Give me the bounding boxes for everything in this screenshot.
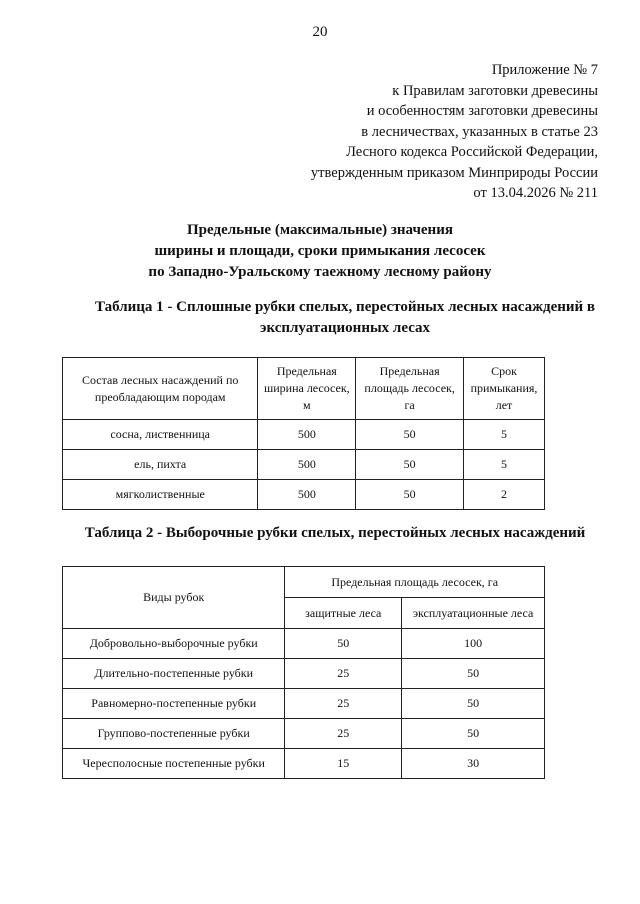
cell-composition: мягколиственные bbox=[63, 480, 258, 510]
cell-exploitation: 30 bbox=[402, 749, 545, 779]
caption-line: Таблица 1 - Сплошные рубки спелых, перестойных лесных насаждений в bbox=[94, 299, 596, 315]
table-row bbox=[63, 480, 545, 510]
cell-protective: 15 bbox=[285, 749, 402, 779]
clear-cut-table bbox=[62, 357, 545, 510]
appendix-line: к Правилам заготовки древесины bbox=[392, 82, 598, 99]
title-line: ширины и площади, сроки примыкания лесосек bbox=[154, 243, 486, 259]
table-row bbox=[63, 420, 545, 450]
document-title bbox=[0, 220, 640, 283]
cell-exploitation: 50 bbox=[402, 659, 545, 689]
header-width: Предельная ширина лесосек, м bbox=[258, 358, 356, 420]
title-line: по Западно-Уральскому таежному лесному району bbox=[148, 264, 492, 280]
table2-caption: Таблица 2 - Выборочные рубки спелых, перестойных лесных насаждений bbox=[84, 525, 586, 541]
cell-protective: 25 bbox=[285, 719, 402, 749]
table-row bbox=[63, 659, 545, 689]
appendix-line: Лесного кодекса Российской Федерации, bbox=[346, 144, 598, 160]
cell-exploitation: 100 bbox=[402, 629, 545, 659]
cell-composition: сосна, лиственница bbox=[63, 420, 258, 450]
appendix-line: и особенностям заготовки древесины bbox=[366, 103, 598, 119]
page-number: 20 bbox=[312, 24, 328, 40]
cell-cut-type: Чересполосные постепенные рубки bbox=[63, 749, 285, 779]
header-protective-forests: защитные леса bbox=[285, 598, 402, 629]
cell-width: 500 bbox=[258, 420, 356, 450]
cell-area: 50 bbox=[356, 420, 464, 450]
table-row bbox=[63, 629, 545, 659]
cell-width: 500 bbox=[258, 480, 356, 510]
selective-cut-table bbox=[62, 566, 545, 779]
cell-cut-type: Равномерно-постепенные рубки bbox=[63, 689, 285, 719]
cell-protective: 50 bbox=[285, 629, 402, 659]
cell-area: 50 bbox=[356, 450, 464, 480]
table-row bbox=[63, 749, 545, 779]
cell-cut-type: Добровольно-выборочные рубки bbox=[63, 629, 285, 659]
cell-adjacency: 2 bbox=[464, 480, 545, 510]
appendix-line: в лесничествах, указанных в статье 23 bbox=[361, 123, 598, 140]
cell-protective: 25 bbox=[285, 659, 402, 689]
cell-protective: 25 bbox=[285, 689, 402, 719]
cell-area: 50 bbox=[356, 480, 464, 510]
header-area: Предельная площадь лесосек, га bbox=[356, 358, 464, 420]
cell-composition: ель, пихта bbox=[63, 450, 258, 480]
cell-width: 500 bbox=[258, 450, 356, 480]
appendix-line: от 13.04.2026 № 211 bbox=[473, 185, 598, 201]
table-row bbox=[63, 450, 545, 480]
header-max-area: Предельная площадь лесосек, га bbox=[285, 567, 545, 598]
appendix-block bbox=[311, 60, 598, 204]
cell-exploitation: 50 bbox=[402, 719, 545, 749]
cell-adjacency: 5 bbox=[464, 450, 545, 480]
table-row bbox=[63, 689, 545, 719]
header-cut-type: Виды рубок bbox=[63, 567, 285, 629]
cell-adjacency: 5 bbox=[464, 420, 545, 450]
title-line: Предельные (максимальные) значения bbox=[187, 222, 453, 238]
table-row bbox=[63, 719, 545, 749]
header-composition: Состав лесных насаждений по преобладающим породам bbox=[63, 358, 258, 420]
appendix-line: утвержденным приказом Минприроды России bbox=[310, 164, 598, 181]
appendix-line: Приложение № 7 bbox=[491, 62, 598, 78]
caption-line: эксплуатационных лесах bbox=[259, 320, 431, 336]
header-exploitation-forests: эксплуатационные леса bbox=[402, 598, 545, 629]
header-adjacency: Срок примыкания, лет bbox=[464, 358, 545, 420]
table1-caption bbox=[70, 297, 620, 339]
cell-exploitation: 50 bbox=[402, 689, 545, 719]
cell-cut-type: Группово-постепенные рубки bbox=[63, 719, 285, 749]
cell-cut-type: Длительно-постепенные рубки bbox=[63, 659, 285, 689]
